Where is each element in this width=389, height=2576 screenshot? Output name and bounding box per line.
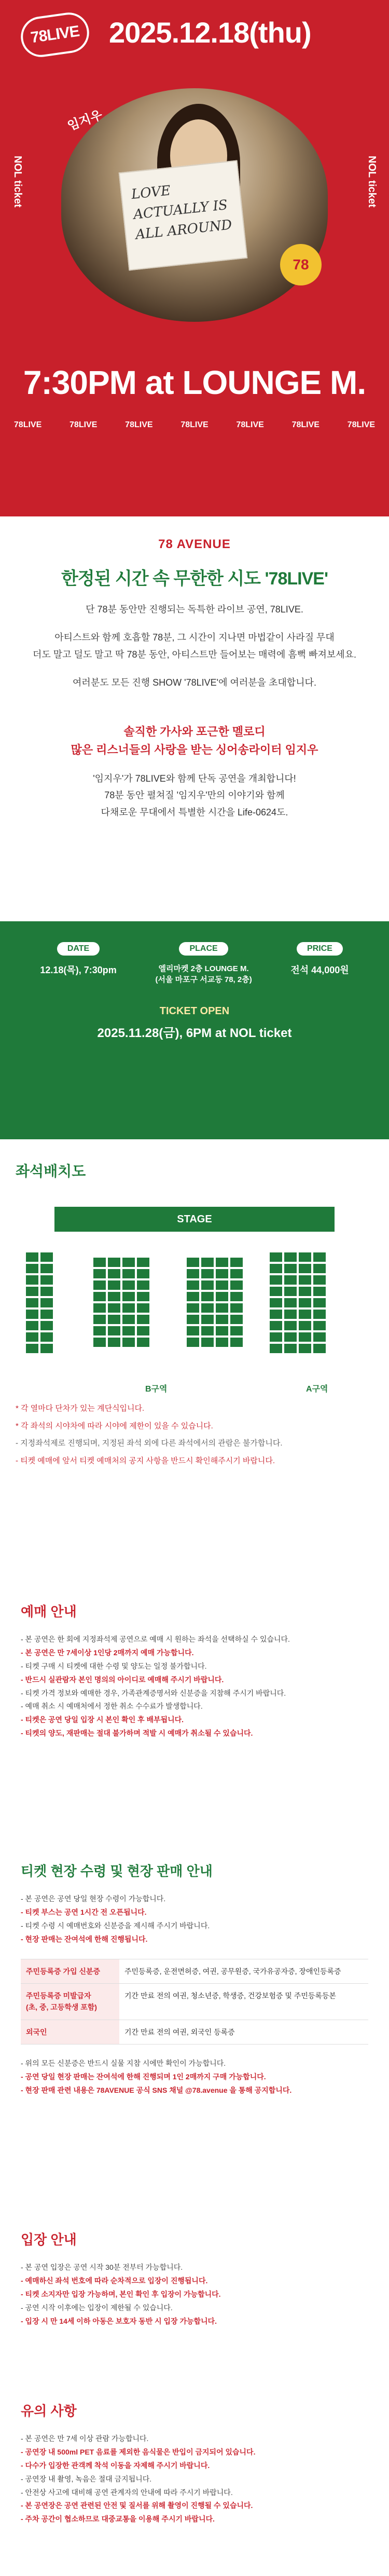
seat bbox=[201, 1326, 214, 1335]
seat bbox=[216, 1280, 228, 1290]
seat bbox=[201, 1315, 214, 1324]
seat-note: * 각 좌석의 시야차에 따라 시야에 제한이 있을 수 있습니다. bbox=[16, 1421, 213, 1430]
id-table bbox=[21, 1959, 368, 2045]
seat bbox=[122, 1280, 135, 1290]
seat bbox=[230, 1326, 243, 1335]
seat bbox=[299, 1344, 311, 1353]
78live-logo: 78LIVE bbox=[18, 10, 92, 60]
seat bbox=[216, 1258, 228, 1267]
seat bbox=[313, 1264, 326, 1273]
ticket-open-label: TICKET OPEN bbox=[159, 1005, 230, 1017]
seat bbox=[93, 1326, 106, 1335]
seat bbox=[284, 1344, 297, 1353]
seat bbox=[299, 1310, 311, 1319]
seat bbox=[201, 1292, 214, 1301]
intro-highlight: 솔직한 가사와 포근한 멜로디 많은 리스너들의 사랑을 받는 싱어송라이터 임지우 bbox=[71, 725, 318, 756]
intro-paragraph: 단 78분 동안만 진행되는 독특한 라이브 공연, 78LIVE. bbox=[86, 604, 303, 615]
seat bbox=[284, 1298, 297, 1307]
seat bbox=[313, 1252, 326, 1262]
seat bbox=[299, 1252, 311, 1262]
table-key: 외국인 bbox=[21, 2020, 119, 2044]
seat bbox=[313, 1298, 326, 1307]
seat bbox=[93, 1303, 106, 1313]
entry-section bbox=[0, 2203, 389, 2375]
info-place bbox=[155, 942, 252, 985]
seat bbox=[108, 1315, 120, 1324]
entry-line: - 본 공연 입장은 공연 시작 30분 전부터 가능합니다. bbox=[21, 2263, 183, 2271]
side-label-left: NOL ticket bbox=[12, 156, 23, 208]
seat bbox=[93, 1338, 106, 1347]
seat bbox=[108, 1269, 120, 1278]
caution-line: - 본 공연은 만 7세 이상 관람 가능합니다. bbox=[21, 2434, 149, 2443]
seat bbox=[137, 1338, 149, 1347]
seat bbox=[187, 1326, 199, 1335]
seat bbox=[187, 1338, 199, 1347]
table-key: 주민등록증 미발급자 (초, 중, 고등학생 포함) bbox=[21, 1983, 119, 2020]
seat bbox=[284, 1252, 297, 1262]
seat bbox=[284, 1321, 297, 1330]
seat bbox=[187, 1315, 199, 1324]
seat bbox=[122, 1269, 135, 1278]
onsite-extra: - 공연 당일 현장 판매는 잔여석에 한해 진행되며 1인 2매까지 구매 가능합니다. bbox=[21, 2073, 266, 2081]
marquee-item: 78LIVE bbox=[347, 420, 376, 429]
seat bbox=[93, 1258, 106, 1267]
info-date bbox=[40, 942, 116, 985]
sign-board: LOVE ACTUALLY IS ALL AROUND bbox=[119, 160, 248, 270]
side-label-right: NOL ticket bbox=[366, 156, 378, 208]
booking-line: - 본 공연은 만 7세이상 1인당 2매까지 예매 가능합니다. bbox=[21, 1648, 194, 1657]
marquee-item: 78LIVE bbox=[291, 420, 319, 429]
seat bbox=[26, 1264, 38, 1273]
stage: STAGE bbox=[54, 1207, 335, 1232]
seat bbox=[284, 1264, 297, 1273]
table-row bbox=[21, 2020, 368, 2044]
seat bbox=[201, 1269, 214, 1278]
seat bbox=[108, 1258, 120, 1267]
seat bbox=[284, 1287, 297, 1296]
marquee-strip bbox=[0, 420, 389, 430]
caution-line: - 주차 공간이 협소하므로 대중교통을 이용해 주시기 바랍니다. bbox=[21, 2515, 215, 2524]
seat bbox=[137, 1269, 149, 1278]
onsite-line: - 현장 판매는 잔여석에 한해 진행됩니다. bbox=[21, 1934, 148, 1943]
seat bbox=[26, 1310, 38, 1319]
seat bbox=[284, 1332, 297, 1342]
seat bbox=[270, 1332, 282, 1342]
seat bbox=[26, 1287, 38, 1296]
onsite-line: - 티켓 부스는 공연 1시간 전 오픈됩니다. bbox=[21, 1907, 147, 1916]
entry-title: 입장 안내 bbox=[21, 2232, 77, 2247]
seat-map bbox=[16, 1242, 373, 1398]
seat bbox=[26, 1298, 38, 1307]
seat bbox=[216, 1269, 228, 1278]
seat bbox=[122, 1315, 135, 1324]
time-venue: 7:30PM at LOUNGE M. bbox=[23, 364, 366, 401]
onsite-extra: - 위의 모든 신분증은 반드시 실물 지참 시에만 확인이 가능합니다. bbox=[21, 2059, 226, 2068]
seat bbox=[93, 1280, 106, 1290]
seat bbox=[122, 1292, 135, 1301]
seat-note-detail: - 티켓 예매에 앞서 티켓 예매처의 공지 사항을 반드시 확인해주시기 바랍니다. bbox=[16, 1456, 275, 1465]
event-info bbox=[0, 921, 389, 1139]
seat bbox=[40, 1321, 53, 1330]
seat bbox=[270, 1310, 282, 1319]
info-price-value: 전석 44,000원 bbox=[290, 965, 349, 975]
seat bbox=[230, 1280, 243, 1290]
caution-line: - 본 공연장은 공연 관련된 안전 및 질서를 위해 촬영이 진행될 수 있습니다. bbox=[21, 2501, 253, 2510]
seat bbox=[201, 1280, 214, 1290]
seat bbox=[40, 1298, 53, 1307]
seat bbox=[137, 1280, 149, 1290]
entry-line: - 티켓 소지자만 입장 가능하며, 본인 확인 후 입장이 가능합니다. bbox=[21, 2289, 221, 2298]
intro-paragraph: 아티스트와 함께 호흡할 78분, 그 시간이 지나면 마법같이 사라질 무대 더도 말고 덜도 말고 딱 78분 동안, 아티스트만 들어보는 매력에 흠뻑 빠져보세요. bbox=[32, 632, 357, 660]
seat-block-right bbox=[270, 1252, 326, 1353]
booking-line: - 티켓 가격 정보와 예매한 경우, 가족관계증명서와 신분증을 지참해 주시기 바랍니다. bbox=[21, 1688, 286, 1697]
seat bbox=[137, 1326, 149, 1335]
seat-map-title: 좌석배치도 bbox=[16, 1163, 86, 1179]
seat bbox=[201, 1258, 214, 1267]
info-date-label: DATE bbox=[57, 942, 100, 956]
seat bbox=[299, 1275, 311, 1285]
seat bbox=[40, 1275, 53, 1285]
seat bbox=[270, 1321, 282, 1330]
seat bbox=[26, 1275, 38, 1285]
badge-78: 78 bbox=[280, 244, 322, 285]
seat bbox=[284, 1275, 297, 1285]
artist-name-tag: 임지우 bbox=[65, 107, 105, 133]
seat bbox=[122, 1258, 135, 1267]
info-price bbox=[290, 942, 349, 985]
ticket-open-value: 2025.11.28(금), 6PM at NOL ticket bbox=[97, 1026, 292, 1040]
marquee-item: 78LIVE bbox=[125, 420, 153, 429]
seat-note: * 각 열마다 단차가 있는 계단식입니다. bbox=[16, 1404, 145, 1413]
hero-banner bbox=[0, 0, 389, 516]
onsite-line: - 티켓 수령 시 예매번호와 신분증을 제시해 주시기 바랍니다. bbox=[21, 1921, 210, 1930]
seat bbox=[40, 1310, 53, 1319]
seat bbox=[40, 1264, 53, 1273]
seat bbox=[187, 1258, 199, 1267]
seat bbox=[313, 1332, 326, 1342]
seat bbox=[270, 1287, 282, 1296]
seat bbox=[270, 1344, 282, 1353]
artist-photo bbox=[61, 88, 328, 322]
intro-title: 한정된 시간 속 무한한 시도 '78LIVE' bbox=[61, 569, 328, 589]
seat bbox=[216, 1326, 228, 1335]
seat bbox=[299, 1298, 311, 1307]
seat bbox=[187, 1280, 199, 1290]
seat bbox=[187, 1292, 199, 1301]
caution-section bbox=[0, 2375, 389, 2576]
info-date-value: 12.18(목), 7:30pm bbox=[40, 965, 117, 975]
seat bbox=[230, 1258, 243, 1267]
seat bbox=[187, 1303, 199, 1313]
table-value: 기간 만료 전의 여권, 청소년증, 학생증, 건강보험증 및 주민등록등본 bbox=[119, 1983, 368, 2020]
entry-line: - 공연 시작 이후에는 입장이 제한될 수 있습니다. bbox=[21, 2303, 173, 2312]
marquee-item: 78LIVE bbox=[236, 420, 264, 429]
seat bbox=[108, 1338, 120, 1347]
onsite-line: - 본 공연은 공연 당일 현장 수령이 가능합니다. bbox=[21, 1894, 166, 1903]
seat bbox=[230, 1315, 243, 1324]
seat bbox=[122, 1338, 135, 1347]
seat-block-center-left bbox=[93, 1258, 149, 1347]
seat bbox=[108, 1326, 120, 1335]
seat bbox=[284, 1310, 297, 1319]
caution-title: 유의 사항 bbox=[21, 2403, 77, 2419]
onsite-title: 티켓 현장 수령 및 현장 판매 안내 bbox=[21, 1863, 213, 1879]
marquee-item: 78LIVE bbox=[180, 420, 209, 429]
seat bbox=[40, 1252, 53, 1262]
seat-block-left bbox=[26, 1252, 53, 1353]
seat-block-center-right bbox=[187, 1258, 243, 1347]
booking-line: - 본 공연은 한 회에 지정좌석제 공연으로 예매 시 원하는 좌석을 선택하실 수 있습니다. bbox=[21, 1635, 290, 1643]
seat bbox=[216, 1303, 228, 1313]
seat bbox=[26, 1252, 38, 1262]
marquee-item: 78LIVE bbox=[13, 420, 42, 429]
intro-section bbox=[0, 516, 389, 921]
event-date: 2025.12.18(thu) bbox=[109, 16, 311, 49]
seat bbox=[93, 1269, 106, 1278]
seat bbox=[216, 1315, 228, 1324]
seat bbox=[108, 1303, 120, 1313]
booking-line: - 반드시 실관람자 본인 명의의 아이디로 예매해 주시기 바랍니다. bbox=[21, 1675, 224, 1684]
seat bbox=[137, 1292, 149, 1301]
ticket-open bbox=[21, 1005, 368, 1041]
intro-paragraph: 여러분도 모든 진행 SHOW '78LIVE'에 여러분을 초대합니다. bbox=[73, 677, 316, 688]
seat bbox=[26, 1321, 38, 1330]
seat bbox=[270, 1252, 282, 1262]
table-row bbox=[21, 1959, 368, 1983]
booking-section bbox=[0, 1575, 389, 1835]
table-key: 주민등록증 가입 신분증 bbox=[21, 1959, 119, 1983]
seat bbox=[108, 1292, 120, 1301]
intro-paragraph: '임지우'가 78LIVE와 함께 단독 공연을 개최합니다! 78분 동안 펼쳐질 '임지우'만의 이야기와 함께 다채로운 무대에서 특별한 시간을 Life-0624도. bbox=[93, 773, 296, 817]
marquee-item: 78LIVE bbox=[70, 420, 98, 429]
seat bbox=[122, 1303, 135, 1313]
booking-line: - 티켓의 양도, 재판매는 절대 불가하며 적발 시 예매가 취소될 수 있습니다. bbox=[21, 1729, 253, 1738]
onsite-extra: - 현장 판매 관련 내용은 78AVENUE 공식 SNS 채널 @78.avenue 을 통해 공지합니다. bbox=[21, 2086, 292, 2094]
seat bbox=[93, 1315, 106, 1324]
seat bbox=[299, 1287, 311, 1296]
booking-title: 예매 안내 bbox=[21, 1604, 77, 1619]
entry-line: - 예매하신 좌석 번호에 따라 순차적으로 입장이 진행됩니다. bbox=[21, 2276, 208, 2285]
seat bbox=[137, 1258, 149, 1267]
seat bbox=[40, 1287, 53, 1296]
onsite-section bbox=[0, 1835, 389, 2203]
booking-line: - 티켓은 공연 당일 입장 시 본인 확인 후 배부됩니다. bbox=[21, 1715, 184, 1724]
info-place-label: PLACE bbox=[179, 942, 228, 956]
booking-line: - 예매 취소 시 예매처에서 정한 취소 수수료가 발생합니다. bbox=[21, 1702, 203, 1711]
block-label-b: B구역 bbox=[145, 1385, 168, 1394]
caution-line: - 다수가 입장한 관객께 착석 이동을 자제해 주시기 바랍니다. bbox=[21, 2461, 210, 2470]
table-value: 기간 만료 전의 여권, 외국인 등록증 bbox=[119, 2020, 368, 2044]
seat bbox=[137, 1315, 149, 1324]
caution-line: - 공연장 내 500ml PET 음료를 제외한 음식물은 반입이 금지되어 있습니다. bbox=[21, 2447, 256, 2456]
seat bbox=[230, 1303, 243, 1313]
caution-line: - 공연장 내 촬영, 녹음은 절대 금지됩니다. bbox=[21, 2474, 152, 2483]
seat bbox=[108, 1280, 120, 1290]
seat bbox=[270, 1264, 282, 1273]
brand-logo: 78 AVENUE bbox=[158, 537, 231, 551]
caution-line: - 안전상 사고에 대비해 공연 관계자의 안내에 따라 주시기 바랍니다. bbox=[21, 2488, 233, 2497]
seat bbox=[313, 1344, 326, 1353]
seat bbox=[187, 1269, 199, 1278]
seat bbox=[216, 1292, 228, 1301]
seat bbox=[230, 1338, 243, 1347]
seat bbox=[40, 1332, 53, 1342]
info-price-label: PRICE bbox=[297, 942, 343, 956]
seat bbox=[270, 1298, 282, 1307]
seat bbox=[137, 1303, 149, 1313]
seat bbox=[26, 1344, 38, 1353]
booking-line: - 티켓 구매 시 티켓에 대한 수령 및 양도는 일정 불가합니다. bbox=[21, 1661, 207, 1670]
table-value: 주민등록증, 운전면허증, 여권, 공무원증, 국가유공자증, 장애인등록증 bbox=[119, 1959, 368, 1983]
seat bbox=[299, 1264, 311, 1273]
seat bbox=[299, 1332, 311, 1342]
seat bbox=[313, 1275, 326, 1285]
seat bbox=[230, 1269, 243, 1278]
seat bbox=[270, 1275, 282, 1285]
seat bbox=[26, 1332, 38, 1342]
seat bbox=[40, 1344, 53, 1353]
table-row bbox=[21, 1983, 368, 2020]
seat bbox=[299, 1321, 311, 1330]
seat bbox=[201, 1338, 214, 1347]
seat bbox=[201, 1303, 214, 1313]
seat bbox=[122, 1326, 135, 1335]
seat bbox=[313, 1321, 326, 1330]
seat bbox=[230, 1292, 243, 1301]
seat bbox=[313, 1287, 326, 1296]
seat-note-detail: - 지정좌석제로 진행되며, 지정된 좌석 외에 다른 좌석에서의 관람은 불가합니다. bbox=[16, 1439, 283, 1448]
block-label-a: A구역 bbox=[306, 1385, 328, 1394]
seat bbox=[313, 1310, 326, 1319]
seat-map-section bbox=[0, 1139, 389, 1575]
entry-line: - 입장 시 만 14세 이하 아동은 보호자 동반 시 입장 가능합니다. bbox=[21, 2316, 217, 2325]
seat bbox=[93, 1292, 106, 1301]
seat bbox=[216, 1338, 228, 1347]
info-place-value: 엘리마켓 2층 LOUNGE M. (서울 마포구 서교동 78, 2층) bbox=[155, 964, 252, 984]
